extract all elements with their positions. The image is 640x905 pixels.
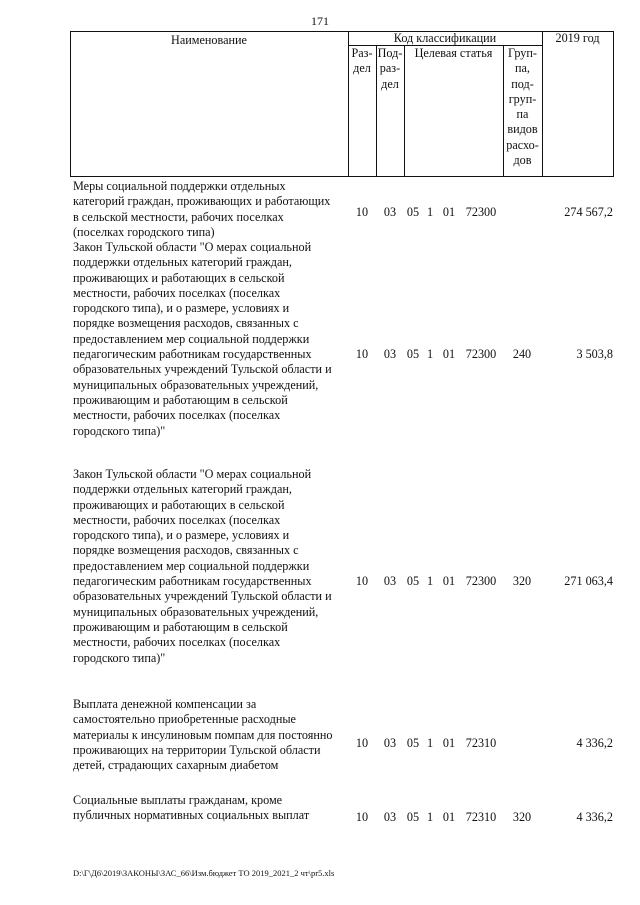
row-podrazdel: 03 — [383, 736, 397, 750]
row-name-line: образовательных учреждений Тульской области и — [73, 362, 332, 377]
row-name — [73, 240, 351, 439]
row-name — [73, 697, 351, 773]
header-group-line: под- — [511, 76, 534, 91]
row-target-direction: 72310 — [465, 736, 497, 750]
row-target-event: 01 — [442, 736, 456, 750]
row-name-line: Меры социальной поддержки отдельных — [73, 179, 286, 193]
row-name-line: педагогическим работникам государственных — [73, 347, 312, 362]
row-name-line: поддержки отдельных категорий граждан, — [73, 482, 292, 497]
row-name-line: категорий граждан, проживающих и работающих — [73, 194, 331, 209]
row-name-line: муниципальных образовательных учреждений, — [73, 604, 319, 619]
header-group-line: расхо- — [506, 137, 539, 152]
header-podrazdel — [376, 46, 404, 92]
row-name-line: городского типа)" — [73, 650, 166, 665]
row-razdel: 10 — [355, 736, 369, 750]
header-left-border — [70, 31, 71, 177]
row-podrazdel: 03 — [383, 810, 397, 824]
row-name-line: Социальные выплаты гражданам, кроме — [73, 793, 283, 807]
row-target-subprogram: 1 — [426, 810, 434, 824]
row-expense-type: 320 — [512, 574, 532, 588]
row-target-subprogram: 1 — [426, 574, 434, 588]
header-year: 2019 год — [555, 31, 600, 45]
header-right-border — [613, 31, 614, 177]
header-divider-group — [542, 31, 543, 177]
row-name-line: местности, рабочих поселках (поселках — [73, 408, 281, 423]
row-target-program: 05 — [406, 810, 420, 824]
row-target-program: 05 — [406, 347, 420, 361]
row-name-line: проживающих и работающих в сельской — [73, 497, 285, 512]
header-bottom-border — [70, 176, 613, 177]
header-group-line: видов — [507, 122, 538, 137]
row-target-event: 01 — [442, 810, 456, 824]
row-target-direction: 72300 — [465, 347, 497, 361]
row-amount: 3 503,8 — [576, 347, 613, 361]
footer-file-path: D:\Г\Д6\2019\ЗАКОНЫ\ЗАС_66\Изм.бюджет ТО 2019_2021_2 чт\pr5.xls — [73, 868, 335, 878]
row-name-line: проживающим и работающим в сельской — [73, 619, 288, 634]
row-name — [73, 179, 351, 240]
row-target-subprogram: 1 — [426, 347, 434, 361]
row-name-line: публичных нормативных социальных выплат — [73, 808, 310, 823]
row-name-line: городского типа), и о размере, условиях и — [73, 528, 290, 543]
row-name-line: местности, рабочих поселках (поселках — [73, 285, 281, 300]
header-name: Наименование — [171, 33, 247, 47]
header-group-line: дов — [513, 153, 532, 168]
row-razdel: 10 — [355, 574, 369, 588]
row-name-line: проживающих и работающих в сельской — [73, 270, 285, 285]
row-target-subprogram: 1 — [426, 205, 434, 219]
row-name — [73, 793, 351, 824]
header-target: Целевая статья — [414, 46, 493, 60]
row-target-direction: 72300 — [465, 205, 497, 219]
row-name-line: самостоятельно приобретенные расходные — [73, 712, 296, 727]
row-name-line: порядке возмещения расходов, связанных с — [73, 543, 299, 558]
header-razdel-line: Раз- — [351, 46, 373, 60]
row-amount: 274 567,2 — [564, 205, 613, 219]
row-target-program: 05 — [406, 736, 420, 750]
row-name-line: местности, рабочих поселках (поселках — [73, 512, 281, 527]
row-name-line: муниципальных образовательных учреждений, — [73, 377, 319, 392]
row-target-event: 01 — [442, 205, 456, 219]
row-name-line: Закон Тульской области "О мерах социальной — [73, 240, 312, 254]
header-podrazdel-line: раз- — [379, 61, 401, 76]
row-name-line: местности, рабочих поселках (поселках — [73, 635, 281, 650]
row-expense-type: 320 — [512, 810, 532, 824]
row-name-line: (поселках городского типа) — [73, 224, 215, 239]
row-name — [73, 467, 351, 666]
row-name-line: городского типа)" — [73, 423, 166, 438]
row-target-event: 01 — [442, 347, 456, 361]
header-divider-podrazdel — [404, 45, 405, 177]
header-group-line: груп- — [508, 91, 537, 106]
row-name-line: предоставлением мер социальной поддержки — [73, 558, 310, 573]
row-name-line: проживающих на территории Тульской области — [73, 742, 321, 757]
row-podrazdel: 03 — [383, 205, 397, 219]
row-podrazdel: 03 — [383, 347, 397, 361]
header-razdel — [348, 46, 376, 77]
row-razdel: 10 — [355, 205, 369, 219]
row-razdel: 10 — [355, 347, 369, 361]
row-amount: 271 063,4 — [564, 574, 613, 588]
header-podrazdel-line: Под- — [377, 46, 403, 60]
row-amount: 4 336,2 — [576, 736, 613, 750]
row-target-event: 01 — [442, 574, 456, 588]
header-group-line: па — [516, 107, 529, 122]
row-name-line: порядке возмещения расходов, связанных с — [73, 316, 299, 331]
row-target-subprogram: 1 — [426, 736, 434, 750]
row-name-line: Закон Тульской области "О мерах социальной — [73, 467, 312, 481]
header-razdel-line: дел — [353, 61, 371, 76]
row-name-line: в сельской местности, рабочих поселках — [73, 209, 284, 224]
row-target-program: 05 — [406, 574, 420, 588]
row-name-line: материалы к инсулиновым помпам для постоянно — [73, 727, 333, 742]
header-group — [503, 46, 542, 168]
row-name-line: проживающим и работающим в сельской — [73, 392, 288, 407]
row-target-program: 05 — [406, 205, 420, 219]
header-group-line: па, — [515, 61, 530, 76]
header-group-line: Груп- — [508, 46, 537, 60]
row-razdel: 10 — [355, 810, 369, 824]
row-amount: 4 336,2 — [576, 810, 613, 824]
header-code-group: Код классификации — [393, 31, 497, 45]
row-name-line: детей, страдающих сахарным диабетом — [73, 758, 279, 773]
page-number: 171 — [311, 14, 329, 28]
row-name-line: педагогическим работникам государственных — [73, 574, 312, 589]
row-name-line: Выплата денежной компенсации за — [73, 697, 257, 711]
row-podrazdel: 03 — [383, 574, 397, 588]
row-target-direction: 72310 — [465, 810, 497, 824]
row-name-line: образовательных учреждений Тульской области и — [73, 589, 332, 604]
row-expense-type: 240 — [512, 347, 532, 361]
header-podrazdel-line: дел — [381, 76, 399, 91]
row-target-direction: 72300 — [465, 574, 497, 588]
row-name-line: предоставлением мер социальной поддержки — [73, 331, 310, 346]
row-name-line: поддержки отдельных категорий граждан, — [73, 255, 292, 270]
row-name-line: городского типа), и о размере, условиях и — [73, 301, 290, 316]
